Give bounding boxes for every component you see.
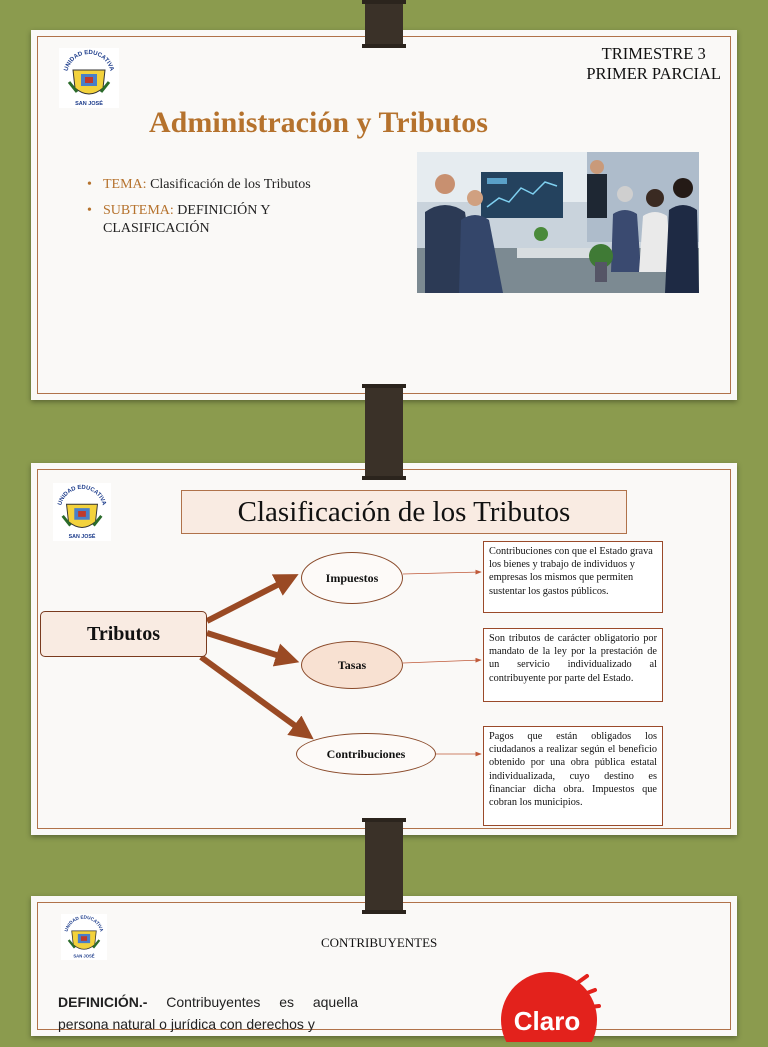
arrow-to-tasas <box>207 633 289 659</box>
description-tasas: Son tributos de carácter obligatorio por mandato de la ley por la prestación de un servicio individualizado al contribuyente por parte del Estado. <box>483 628 663 702</box>
svg-text:Claro: Claro <box>513 1006 581 1036</box>
section-heading: CONTRIBUYENTES <box>321 935 438 950</box>
svg-text:SAN JOSÉ: SAN JOSÉ <box>75 101 103 107</box>
arrow-to-contribuciones <box>201 657 305 733</box>
description-contribuciones: Pagos que están obligados los ciudadanos a realizar según el beneficio obtenido por una obra pública estatal individualizada, cuyo destino es financiar dicha obra. Impuestos que cobran los municipios. <box>483 726 663 826</box>
connector-impuestos <box>403 572 481 574</box>
topic-list <box>87 176 317 246</box>
trimester-text: TRIMESTRE 3 <box>601 44 706 63</box>
definition-text: Contribuyentes es aquella persona natural o jurídica con derechos y <box>58 994 358 1032</box>
svg-text:UNIDAD EDUCATIVA: UNIDAD EDUCATIVA <box>57 484 107 507</box>
binder-clip-top <box>365 0 403 48</box>
svg-text:UNIDAD EDUCATIVA: UNIDAD EDUCATIVA <box>63 49 115 72</box>
root-node-tributos: Tributos <box>40 611 207 657</box>
business-meeting-photo <box>417 152 699 293</box>
trimester-label <box>586 44 721 84</box>
slide-title: Administración y Tributos <box>149 106 488 139</box>
node-tasas: Tasas <box>301 641 403 689</box>
description-impuestos: Contribuciones con que el Estado grava los bienes y trabajo de individuos y empresas los mismos que permiten sustentar los gastos públicos. <box>483 541 663 613</box>
definition-label: DEFINICIÓN.- <box>58 994 148 1010</box>
school-logo <box>59 48 119 108</box>
slide-2 <box>31 463 737 835</box>
connector-tasas <box>403 660 481 663</box>
bullet-topic: • TEMA: Clasificación de los Tributos <box>87 176 317 194</box>
binder-clip-middle <box>365 384 403 480</box>
claro-logo <box>501 972 611 1047</box>
node-impuestos: Impuestos <box>301 552 403 604</box>
partial-text: PRIMER PARCIAL <box>586 64 721 83</box>
diagram-title: Clasificación de los Tributos <box>181 490 627 534</box>
node-contribuciones: Contribuciones <box>296 733 436 775</box>
definition-paragraph <box>58 991 358 1035</box>
svg-text:SAN JOSÉ: SAN JOSÉ <box>73 953 95 959</box>
bullet-subtopic: • SUBTEMA: DEFINICIÓN Y CLASIFICACIÓN <box>87 202 317 238</box>
svg-text:UNIDAD EDUCATIVA: UNIDAD EDUCATIVA <box>63 914 105 933</box>
arrow-to-impuestos <box>207 579 289 621</box>
slide-1 <box>31 30 737 400</box>
svg-text:SAN JOSÉ: SAN JOSÉ <box>68 534 96 541</box>
slide-3 <box>31 896 737 1036</box>
school-logo <box>61 914 107 960</box>
binder-clip-bottom <box>365 818 403 914</box>
